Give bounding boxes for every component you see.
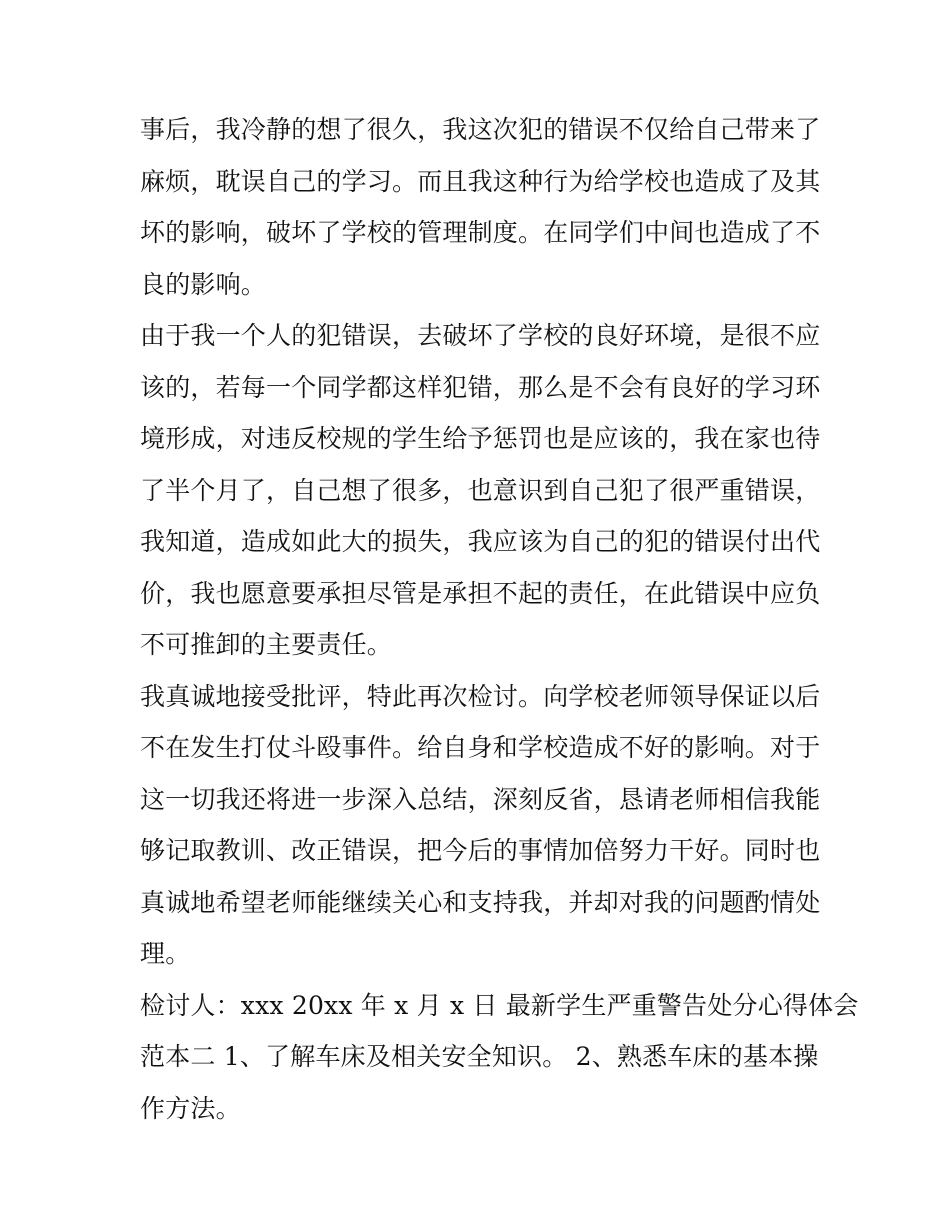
text-line: 境形成，对违反校规的学生给予惩罚也是应该的，我在家也待	[140, 424, 821, 453]
text-line: 这一切我还将进一步深入总结，深刻反省，恳请老师相信我能	[140, 784, 821, 814]
text-line: 不在发生打仗斗殴事件。给自身和学校造成不好的影响。对于	[140, 733, 821, 762]
text-line: 不可推卸的主要责任。	[140, 630, 393, 659]
text-line: 范本二 1、了解车床及相关安全知识。 2、熟悉车床的基本操	[140, 1042, 819, 1071]
text-line: 良的影响。	[140, 269, 267, 299]
paragraph-commitment	[140, 671, 820, 980]
text-line: 够记取教训、改正错误，把今后的事情加倍努力干好。同时也	[140, 836, 821, 865]
text-line: 理。	[140, 939, 191, 968]
paragraph-reflection	[140, 104, 820, 310]
paragraph-signature	[140, 980, 859, 1135]
text-line: 事后，我冷静的想了很久，我这次犯的错误不仅给自己带来了	[140, 115, 821, 144]
text-line: 检讨人：xxx 20xx 年 x 月 x 日 最新学生严重警告处分心得体会	[140, 990, 859, 1020]
text-line: 我真诚地接受批评，特此再次检讨。向学校老师领导保证以后	[140, 681, 821, 711]
text-line: 坏的影响，破坏了学校的管理制度。在同学们中间也造成了不	[140, 218, 821, 247]
text-line: 我知道，造成如此大的损失，我应该为自己的犯的错误付出代	[140, 527, 821, 556]
text-line: 价，我也愿意要承担尽管是承担不起的责任，在此错误中应负	[140, 578, 821, 608]
paragraph-responsibility	[140, 310, 820, 671]
text-line: 该的，若每一个同学都这样犯错，那么是不会有良好的学习环	[140, 372, 821, 402]
document-body	[140, 104, 859, 1134]
text-line: 由于我一个人的犯错误，去破坏了学校的良好环境，是很不应	[140, 321, 821, 350]
text-line: 麻烦，耽误自己的学习。而且我这种行为给学校也造成了及其	[140, 166, 821, 196]
text-line: 了半个月了，自己想了很多，也意识到自己犯了很严重错误，	[140, 475, 821, 505]
text-line: 作方法。	[140, 1093, 241, 1123]
text-line: 真诚地希望老师能继续关心和支持我，并却对我的问题酌情处	[140, 887, 821, 917]
